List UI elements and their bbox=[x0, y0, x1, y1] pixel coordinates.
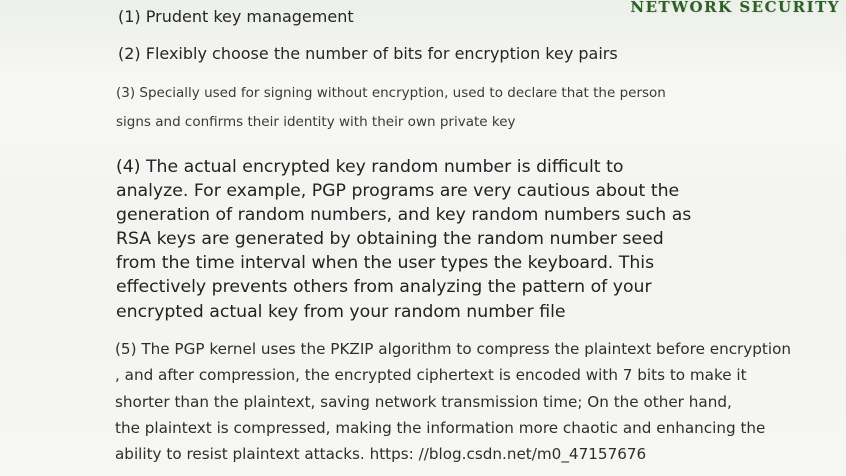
item-4-line: RSA keys are generated by obtaining the random number seed bbox=[116, 229, 664, 250]
item-3-paragraph bbox=[116, 79, 666, 137]
item-4-line: encrypted actual key from your random number file bbox=[116, 301, 566, 322]
item-5-line[interactable]: ability to resist plaintext attacks. https: //blog.csdn.net/m0_47157676 bbox=[115, 445, 647, 464]
item-5-paragraph bbox=[115, 336, 791, 467]
item-4-line: analyze. For example, PGP programs are very cautious about the bbox=[116, 181, 680, 202]
item-2-text: (2) Flexibly choose the number of bits for encryption key pairs bbox=[118, 44, 618, 63]
item-5-line: , and after compression, the encrypted ciphertext is encoded with 7 bits to make it bbox=[115, 366, 747, 385]
item-1-text: (1) Prudent key management bbox=[118, 7, 354, 26]
item-5-line: (5) The PGP kernel uses the PKZIP algorithm to compress the plaintext before encryption bbox=[115, 340, 792, 358]
item-4-line: (4) The actual encrypted key random number is difficult to bbox=[116, 157, 624, 177]
item-4-line: generation of random numbers, and key random numbers such as bbox=[116, 205, 692, 226]
item-4-line: effectively prevents others from analyzing the pattern of your bbox=[116, 277, 652, 298]
item-5-line: the plaintext is compressed, making the information more chaotic and enhancing the bbox=[115, 418, 766, 437]
item-3-line: (3) Specially used for signing without encryption, used to declare that the person bbox=[116, 85, 666, 101]
item-4-line: from the time interval when the user types the keyboard. This bbox=[116, 253, 655, 274]
network-security-banner: NETWORK SECURITY bbox=[630, 0, 840, 16]
item-4-paragraph bbox=[116, 155, 691, 324]
item-3-line: signs and confirms their identity with their own private key bbox=[116, 114, 516, 130]
item-5-line: shorter than the plaintext, saving network transmission time; On the other hand, bbox=[115, 392, 732, 411]
